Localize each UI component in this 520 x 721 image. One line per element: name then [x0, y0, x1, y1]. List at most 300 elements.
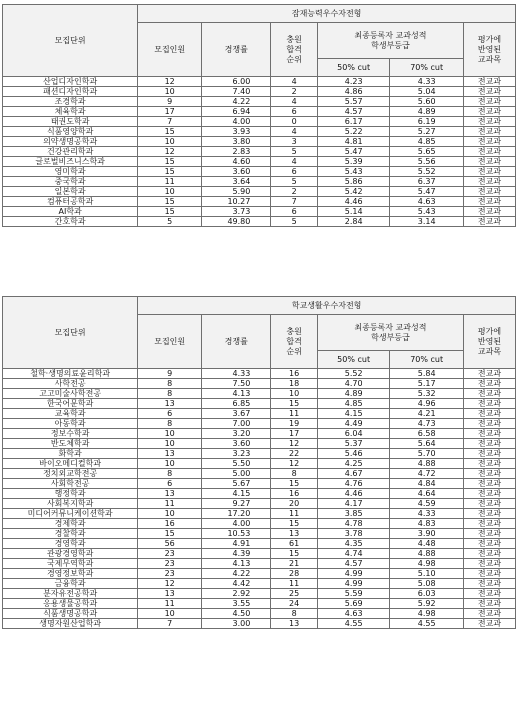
cell-cut50: 5.47 — [317, 147, 390, 157]
cell-cut70: 4.98 — [390, 609, 464, 619]
cell-unit: 경영정보학과 — [3, 569, 138, 579]
cell-cut50: 4.49 — [317, 419, 390, 429]
cell-cut50: 4.89 — [317, 389, 390, 399]
cell-unit: 응용생물공학과 — [3, 599, 138, 609]
cell-subjects: 전교과 — [463, 409, 515, 419]
cell-unit: 한국어문학과 — [3, 399, 138, 409]
cell-cut70: 3.14 — [390, 217, 464, 227]
cell-subjects: 전교과 — [463, 599, 515, 609]
cell-quota: 10 — [138, 509, 202, 519]
cell-unit: 국제무역학과 — [3, 559, 138, 569]
cell-cut70: 5.27 — [390, 127, 464, 137]
cell-ratio: 4.00 — [202, 519, 271, 529]
cell-rank: 8 — [271, 469, 318, 479]
cell-cut50: 6.04 — [317, 429, 390, 439]
table-row — [3, 619, 516, 629]
cell-subjects: 전교과 — [463, 379, 515, 389]
cell-unit: 컴퓨터공학과 — [3, 197, 138, 207]
cell-quota: 8 — [138, 419, 202, 429]
cell-rank: 11 — [271, 509, 318, 519]
cell-rank: 15 — [271, 399, 318, 409]
cell-quota: 13 — [138, 399, 202, 409]
cell-unit: 정보수학과 — [3, 429, 138, 439]
cell-cut70: 5.56 — [390, 157, 464, 167]
cell-cut70: 4.63 — [390, 197, 464, 207]
table-row — [3, 559, 516, 569]
table-row — [3, 579, 516, 589]
cell-subjects: 전교과 — [463, 449, 515, 459]
cell-rank: 5 — [271, 147, 318, 157]
table-row — [3, 77, 516, 87]
cell-ratio: 3.64 — [202, 177, 271, 187]
cell-cut50: 4.55 — [317, 619, 390, 629]
cell-quota: 6 — [138, 409, 202, 419]
cell-ratio: 2.83 — [202, 147, 271, 157]
cell-subjects: 전교과 — [463, 619, 515, 629]
cell-rank: 22 — [271, 449, 318, 459]
cell-subjects: 전교과 — [463, 389, 515, 399]
cell-cut70: 6.37 — [390, 177, 464, 187]
cell-unit: 화학과 — [3, 449, 138, 459]
cell-quota: 6 — [138, 479, 202, 489]
cell-quota: 8 — [138, 469, 202, 479]
cell-unit: 미디어커뮤니케이션학과 — [3, 509, 138, 519]
cell-rank: 11 — [271, 579, 318, 589]
cell-ratio: 3.80 — [202, 137, 271, 147]
cell-rank: 13 — [271, 529, 318, 539]
cell-ratio: 6.00 — [202, 77, 271, 87]
cell-subjects: 전교과 — [463, 439, 515, 449]
header-cut50: 50% cut — [317, 351, 390, 369]
cell-ratio: 7.50 — [202, 379, 271, 389]
table-row — [3, 167, 516, 177]
table-row — [3, 509, 516, 519]
header-ratio: 경쟁률 — [202, 315, 271, 369]
cell-ratio: 4.91 — [202, 539, 271, 549]
cell-subjects: 전교과 — [463, 499, 515, 509]
cell-cut50: 4.99 — [317, 569, 390, 579]
cell-rank: 6 — [271, 107, 318, 117]
table-row — [3, 207, 516, 217]
cell-cut70: 4.33 — [390, 509, 464, 519]
cell-rank: 21 — [271, 559, 318, 569]
cell-cut50: 4.25 — [317, 459, 390, 469]
cell-rank: 19 — [271, 419, 318, 429]
cell-unit: 식품생명공학과 — [3, 609, 138, 619]
cell-cut70: 4.84 — [390, 479, 464, 489]
cell-cut50: 4.57 — [317, 559, 390, 569]
cell-cut50: 4.81 — [317, 137, 390, 147]
cell-cut50: 4.70 — [317, 379, 390, 389]
cell-unit: 식품영양학과 — [3, 127, 138, 137]
cell-quota: 12 — [138, 147, 202, 157]
cell-cut70: 5.08 — [390, 579, 464, 589]
cell-subjects: 전교과 — [463, 489, 515, 499]
cell-ratio: 5.90 — [202, 187, 271, 197]
cell-ratio: 3.73 — [202, 207, 271, 217]
cell-subjects: 전교과 — [463, 609, 515, 619]
cell-rank: 4 — [271, 77, 318, 87]
cell-unit: 반도체학과 — [3, 439, 138, 449]
cell-subjects: 전교과 — [463, 87, 515, 97]
cell-unit: 간호학과 — [3, 217, 138, 227]
cell-subjects: 전교과 — [463, 419, 515, 429]
cell-rank: 3 — [271, 137, 318, 147]
table-row — [3, 499, 516, 509]
header-cut70: 70% cut — [390, 59, 464, 77]
cell-unit: 글로벌비즈니스학과 — [3, 157, 138, 167]
cell-cut50: 5.42 — [317, 187, 390, 197]
cell-ratio: 3.93 — [202, 127, 271, 137]
cell-rank: 20 — [271, 499, 318, 509]
cell-ratio: 5.00 — [202, 469, 271, 479]
table-row — [3, 117, 516, 127]
cell-unit: 패션디자인학과 — [3, 87, 138, 97]
cell-unit: 체육학과 — [3, 107, 138, 117]
cell-quota: 10 — [138, 137, 202, 147]
cell-ratio: 4.60 — [202, 157, 271, 167]
cell-quota: 12 — [138, 579, 202, 589]
header-unit: 모집단위 — [3, 5, 138, 77]
cell-quota: 15 — [138, 127, 202, 137]
cell-cut50: 4.74 — [317, 549, 390, 559]
table-potential-talent — [2, 4, 516, 227]
header-reflected: 평가에 반영된 교과목 — [463, 315, 515, 369]
cell-ratio: 2.92 — [202, 589, 271, 599]
cell-cut50: 4.76 — [317, 479, 390, 489]
cell-quota: 13 — [138, 489, 202, 499]
cell-quota: 10 — [138, 187, 202, 197]
cell-cut70: 5.17 — [390, 379, 464, 389]
cell-rank: 12 — [271, 439, 318, 449]
cell-ratio: 3.60 — [202, 167, 271, 177]
cell-cut70: 4.88 — [390, 549, 464, 559]
cell-cut50: 5.59 — [317, 589, 390, 599]
cell-subjects: 전교과 — [463, 589, 515, 599]
cell-rank: 13 — [271, 619, 318, 629]
cell-unit: 정치외교학전공 — [3, 469, 138, 479]
cell-quota: 10 — [138, 87, 202, 97]
table-row — [3, 469, 516, 479]
header-cut70: 70% cut — [390, 351, 464, 369]
cell-unit: 분자유전공학과 — [3, 589, 138, 599]
table-row — [3, 127, 516, 137]
cell-unit: 바이오메디컬학과 — [3, 459, 138, 469]
cell-rank: 5 — [271, 177, 318, 187]
cell-cut70: 5.04 — [390, 87, 464, 97]
cell-cut50: 4.17 — [317, 499, 390, 509]
cell-subjects: 전교과 — [463, 549, 515, 559]
table-row — [3, 157, 516, 167]
table-row — [3, 379, 516, 389]
cell-ratio: 6.85 — [202, 399, 271, 409]
cell-unit: 금융학과 — [3, 579, 138, 589]
cell-rank: 10 — [271, 389, 318, 399]
cell-unit: 건강관리학과 — [3, 147, 138, 157]
cell-subjects: 전교과 — [463, 539, 515, 549]
cell-rank: 61 — [271, 539, 318, 549]
cell-ratio: 3.20 — [202, 429, 271, 439]
cell-cut70: 4.98 — [390, 559, 464, 569]
cell-cut50: 4.63 — [317, 609, 390, 619]
cell-rank: 5 — [271, 217, 318, 227]
cell-unit: 경영학과 — [3, 539, 138, 549]
table-row — [3, 569, 516, 579]
cell-cut50: 4.57 — [317, 107, 390, 117]
cell-cut70: 4.48 — [390, 539, 464, 549]
table-title: 학교생활우수자전형 — [138, 297, 516, 315]
cell-subjects: 전교과 — [463, 459, 515, 469]
cell-quota: 9 — [138, 369, 202, 379]
cell-cut70: 6.58 — [390, 429, 464, 439]
cell-quota: 8 — [138, 379, 202, 389]
table-row — [3, 549, 516, 559]
table-row — [3, 107, 516, 117]
cell-rank: 18 — [271, 379, 318, 389]
cell-cut70: 4.73 — [390, 419, 464, 429]
cell-rank: 4 — [271, 157, 318, 167]
header-ratio: 경쟁률 — [202, 23, 271, 77]
table-row — [3, 409, 516, 419]
cell-unit: 조경학과 — [3, 97, 138, 107]
cell-cut70: 6.19 — [390, 117, 464, 127]
cell-rank: 2 — [271, 187, 318, 197]
cell-subjects: 전교과 — [463, 147, 515, 157]
cell-cut50: 4.99 — [317, 579, 390, 589]
table-row — [3, 429, 516, 439]
cell-unit: 산업디자인학과 — [3, 77, 138, 87]
cell-ratio: 4.15 — [202, 489, 271, 499]
cell-quota: 15 — [138, 157, 202, 167]
header-grade: 최종등록자 교과성적 학생부등급 — [317, 23, 463, 59]
cell-ratio: 7.00 — [202, 419, 271, 429]
cell-quota: 9 — [138, 97, 202, 107]
header-grade: 최종등록자 교과성적 학생부등급 — [317, 315, 463, 351]
table-row — [3, 589, 516, 599]
cell-ratio: 10.27 — [202, 197, 271, 207]
cell-quota: 10 — [138, 609, 202, 619]
cell-unit: 영미학과 — [3, 167, 138, 177]
cell-cut50: 5.69 — [317, 599, 390, 609]
header-quota: 모집인원 — [138, 23, 202, 77]
cell-unit: 태권도학과 — [3, 117, 138, 127]
cell-rank: 16 — [271, 369, 318, 379]
cell-unit: 관광경영학과 — [3, 549, 138, 559]
table-row — [3, 217, 516, 227]
cell-ratio: 4.42 — [202, 579, 271, 589]
cell-subjects: 전교과 — [463, 509, 515, 519]
cell-rank: 7 — [271, 197, 318, 207]
cell-subjects: 전교과 — [463, 479, 515, 489]
cell-subjects: 전교과 — [463, 529, 515, 539]
cell-cut70: 4.89 — [390, 107, 464, 117]
table-row — [3, 399, 516, 409]
table-row — [3, 87, 516, 97]
cell-cut50: 5.22 — [317, 127, 390, 137]
cell-subjects: 전교과 — [463, 187, 515, 197]
cell-ratio: 4.22 — [202, 97, 271, 107]
cell-subjects: 전교과 — [463, 97, 515, 107]
cell-rank: 25 — [271, 589, 318, 599]
cell-quota: 56 — [138, 539, 202, 549]
cell-unit: 사회학전공 — [3, 479, 138, 489]
cell-ratio: 3.23 — [202, 449, 271, 459]
cell-rank: 4 — [271, 97, 318, 107]
table-row — [3, 529, 516, 539]
table-row — [3, 609, 516, 619]
cell-subjects: 전교과 — [463, 157, 515, 167]
cell-quota: 15 — [138, 197, 202, 207]
table-row — [3, 459, 516, 469]
table-row — [3, 599, 516, 609]
cell-subjects: 전교과 — [463, 117, 515, 127]
cell-cut70: 5.92 — [390, 599, 464, 609]
cell-cut50: 4.86 — [317, 87, 390, 97]
cell-ratio: 5.67 — [202, 479, 271, 489]
cell-cut70: 5.32 — [390, 389, 464, 399]
cell-cut70: 5.60 — [390, 97, 464, 107]
cell-cut70: 4.88 — [390, 459, 464, 469]
cell-unit: 아동학과 — [3, 419, 138, 429]
cell-ratio: 3.55 — [202, 599, 271, 609]
cell-unit: 경제학과 — [3, 519, 138, 529]
table-row — [3, 419, 516, 429]
cell-ratio: 4.50 — [202, 609, 271, 619]
cell-cut70: 5.70 — [390, 449, 464, 459]
cell-quota: 10 — [138, 459, 202, 469]
cell-rank: 12 — [271, 459, 318, 469]
cell-cut70: 4.21 — [390, 409, 464, 419]
cell-subjects: 전교과 — [463, 559, 515, 569]
header-rank: 충원 합격 순위 — [271, 23, 318, 77]
cell-subjects: 전교과 — [463, 127, 515, 137]
cell-quota: 15 — [138, 167, 202, 177]
cell-subjects: 전교과 — [463, 519, 515, 529]
cell-ratio: 4.13 — [202, 559, 271, 569]
cell-subjects: 전교과 — [463, 207, 515, 217]
cell-unit: AI학과 — [3, 207, 138, 217]
cell-quota: 12 — [138, 77, 202, 87]
cell-ratio: 3.00 — [202, 619, 271, 629]
cell-rank: 17 — [271, 429, 318, 439]
cell-ratio: 7.40 — [202, 87, 271, 97]
header-reflected: 평가에 반영된 교과목 — [463, 23, 515, 77]
cell-cut50: 4.46 — [317, 197, 390, 207]
cell-quota: 13 — [138, 589, 202, 599]
table-row — [3, 147, 516, 157]
cell-subjects: 전교과 — [463, 197, 515, 207]
cell-subjects: 전교과 — [463, 217, 515, 227]
cell-cut50: 4.15 — [317, 409, 390, 419]
cell-subjects: 전교과 — [463, 77, 515, 87]
cell-cut50: 5.57 — [317, 97, 390, 107]
cell-unit: 사학전공 — [3, 379, 138, 389]
cell-ratio: 4.13 — [202, 389, 271, 399]
cell-cut70: 5.10 — [390, 569, 464, 579]
cell-cut50: 4.46 — [317, 489, 390, 499]
table-row — [3, 187, 516, 197]
cell-rank: 4 — [271, 127, 318, 137]
cell-subjects: 전교과 — [463, 399, 515, 409]
cell-ratio: 4.00 — [202, 117, 271, 127]
cell-unit: 중국학과 — [3, 177, 138, 187]
cell-cut50: 5.39 — [317, 157, 390, 167]
cell-unit: 경찰학과 — [3, 529, 138, 539]
header-unit: 모집단위 — [3, 297, 138, 369]
cell-cut50: 4.78 — [317, 519, 390, 529]
cell-ratio: 6.94 — [202, 107, 271, 117]
cell-subjects: 전교과 — [463, 137, 515, 147]
cell-quota: 11 — [138, 599, 202, 609]
cell-subjects: 전교과 — [463, 469, 515, 479]
cell-unit: 생명자원산업학과 — [3, 619, 138, 629]
table-row — [3, 389, 516, 399]
cell-rank: 6 — [271, 207, 318, 217]
cell-rank: 6 — [271, 167, 318, 177]
cell-quota: 7 — [138, 117, 202, 127]
table-row — [3, 97, 516, 107]
cell-cut70: 5.65 — [390, 147, 464, 157]
table-row — [3, 539, 516, 549]
cell-cut70: 5.64 — [390, 439, 464, 449]
cell-rank: 16 — [271, 489, 318, 499]
cell-cut70: 5.84 — [390, 369, 464, 379]
table-school-life — [2, 296, 516, 629]
cell-unit: 일본학과 — [3, 187, 138, 197]
cell-quota: 11 — [138, 177, 202, 187]
cell-unit: 철학·생명의료윤리학과 — [3, 369, 138, 379]
table-row — [3, 519, 516, 529]
cell-ratio: 49.80 — [202, 217, 271, 227]
cell-subjects: 전교과 — [463, 107, 515, 117]
cell-cut50: 5.37 — [317, 439, 390, 449]
cell-cut70: 5.47 — [390, 187, 464, 197]
cell-cut70: 5.43 — [390, 207, 464, 217]
cell-cut50: 5.52 — [317, 369, 390, 379]
cell-cut50: 5.14 — [317, 207, 390, 217]
cell-subjects: 전교과 — [463, 167, 515, 177]
table-row — [3, 489, 516, 499]
cell-cut70: 5.52 — [390, 167, 464, 177]
cell-subjects: 전교과 — [463, 579, 515, 589]
cell-quota: 16 — [138, 519, 202, 529]
cell-cut70: 4.72 — [390, 469, 464, 479]
cell-rank: 11 — [271, 409, 318, 419]
cell-subjects: 전교과 — [463, 429, 515, 439]
table-row — [3, 177, 516, 187]
cell-quota: 10 — [138, 439, 202, 449]
cell-rank: 15 — [271, 519, 318, 529]
table-row — [3, 479, 516, 489]
cell-cut70: 4.55 — [390, 619, 464, 629]
cell-unit: 행정학과 — [3, 489, 138, 499]
header-quota: 모집인원 — [138, 315, 202, 369]
table-row — [3, 449, 516, 459]
cell-unit: 의약생명공학과 — [3, 137, 138, 147]
cell-rank: 28 — [271, 569, 318, 579]
cell-rank: 8 — [271, 609, 318, 619]
cell-ratio: 3.60 — [202, 439, 271, 449]
header-rank: 충원 합격 순위 — [271, 315, 318, 369]
cell-ratio: 4.33 — [202, 369, 271, 379]
cell-unit: 사회복지학과 — [3, 499, 138, 509]
cell-quota: 5 — [138, 217, 202, 227]
cell-ratio: 4.39 — [202, 549, 271, 559]
cell-quota: 17 — [138, 107, 202, 117]
cell-quota: 8 — [138, 389, 202, 399]
table-title: 잠재능력우수자전형 — [138, 5, 516, 23]
cell-quota: 15 — [138, 207, 202, 217]
